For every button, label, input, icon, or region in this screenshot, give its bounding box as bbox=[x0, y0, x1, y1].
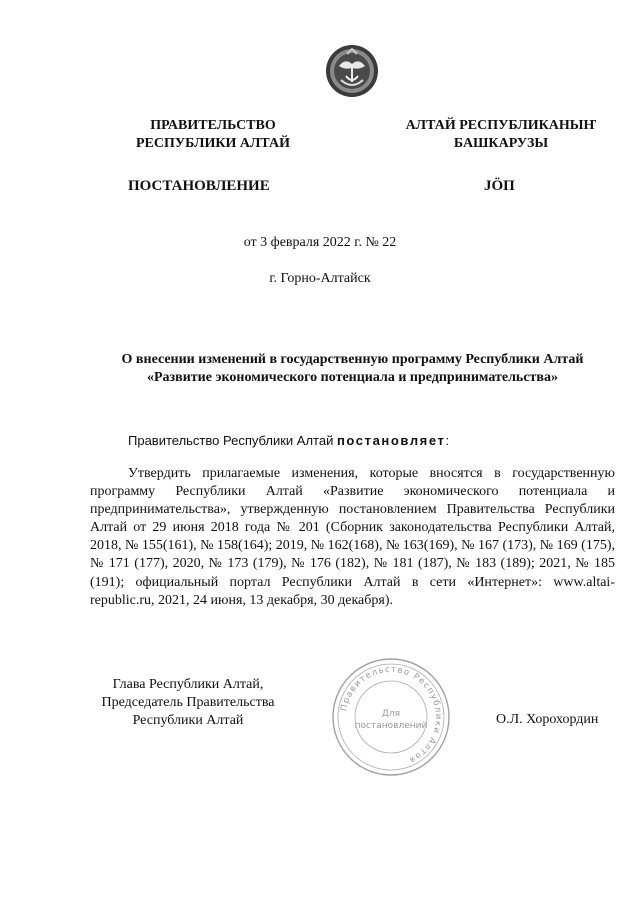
title-line-2: «Развитие экономического потенциала и предпринимательства» bbox=[147, 370, 558, 385]
doc-type-russian: ПОСТАНОВЛЕНИЕ bbox=[128, 178, 270, 194]
signatory-name: О.Л. Хорохордин bbox=[496, 712, 599, 727]
issuer-line-1: ПРАВИТЕЛЬСТВО bbox=[150, 118, 276, 133]
signatory-line-1: Глава Республики Алтай, bbox=[112, 677, 264, 692]
stamp-center-line-2: постановлений bbox=[354, 721, 428, 731]
official-stamp bbox=[330, 656, 452, 778]
coat-of-arms-emblem bbox=[325, 44, 379, 98]
government-preamble bbox=[128, 433, 449, 448]
preamble-text: Правительство Республики Алтай bbox=[128, 433, 337, 448]
preamble-colon: : bbox=[445, 433, 450, 448]
stamp-center-line-1: Для bbox=[381, 709, 401, 719]
issuer-altai-line-1: АЛТАЙ РЕСПУБЛИКАНЫҤ bbox=[405, 118, 597, 133]
document-title bbox=[90, 351, 615, 387]
issuer-line-2: РЕСПУБЛИКИ АЛТАЙ bbox=[135, 136, 291, 151]
issuer-header-russian bbox=[108, 117, 318, 153]
issuer-header-altai bbox=[376, 117, 626, 153]
signatory-line-2: Председатель Правительства bbox=[101, 695, 275, 710]
resolution-body: Утвердить прилагаемые изменения, которые вносятся в государственную программу Республики Алтай «Развитие экономического потенциала и предпринимательства», утвержденную постановлением Правительства Республики Алтай от 29 июня 2018 года № 201 (Сборник законодательства Республики Алтай, 2018, № 155(161), № 158(164); 2019, № 162(168), № 163(169), № 167 (173), № 169 (175), № 171 (177), 2020, № 173 (179), № 176 (182), № 181 (187), № 183 (189); 2021, № 185 (191); официальный портал Республики Алтай в сети «Интернет»: www.altai-republic.ru, 2021, 24 июня, 13 декабря, 30 декабря). bbox=[90, 466, 615, 608]
doc-type-altai: JÖП bbox=[484, 178, 515, 194]
signatory-position bbox=[82, 676, 294, 730]
stamp-ring-text: Правительство Республики Алтая bbox=[339, 664, 444, 766]
issuer-altai-line-2: БАШКАРУЗЫ bbox=[453, 136, 549, 151]
document-city: г. Горно-Алтайск bbox=[269, 271, 371, 286]
title-line-1: О внесении изменений в государственную программу Республики Алтай bbox=[121, 352, 584, 367]
signatory-line-3: Республики Алтай bbox=[132, 713, 244, 728]
document-date: от 3 февраля 2022 г. № 22 bbox=[243, 235, 397, 250]
preamble-verb: постановляет bbox=[336, 433, 446, 448]
